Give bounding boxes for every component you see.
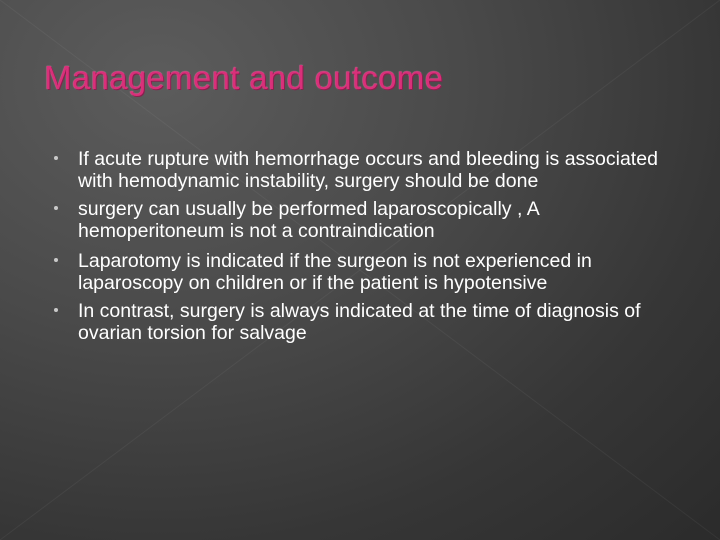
- bullet-dot-icon: [54, 206, 58, 210]
- bullet-text: Laparotomy is indicated if the surgeon is not experienced in laparoscopy on children or if the patient is hypotensive: [78, 250, 592, 294]
- bullet-item: [78, 148, 678, 192]
- bullet-list: [78, 148, 678, 344]
- slide-title: Management and outcome: [44, 59, 444, 96]
- bullet-text: If acute rupture with hemorrhage occurs and bleeding is associated with hemodynamic instability, surgery should be done: [78, 148, 658, 192]
- bullet-text: surgery can usually be performed laparoscopically , A hemoperitoneum is not a contraindication: [78, 198, 539, 242]
- bullet-item: [78, 300, 678, 344]
- bullet-dot-icon: [54, 258, 58, 262]
- bullet-dot-icon: [54, 156, 58, 160]
- bullet-dot-icon: [54, 308, 58, 312]
- bullet-text: In contrast, surgery is always indicated at the time of diagnosis of ovarian torsion for salvage: [78, 300, 641, 344]
- bullet-item: [78, 198, 678, 242]
- bullet-item: [78, 250, 678, 294]
